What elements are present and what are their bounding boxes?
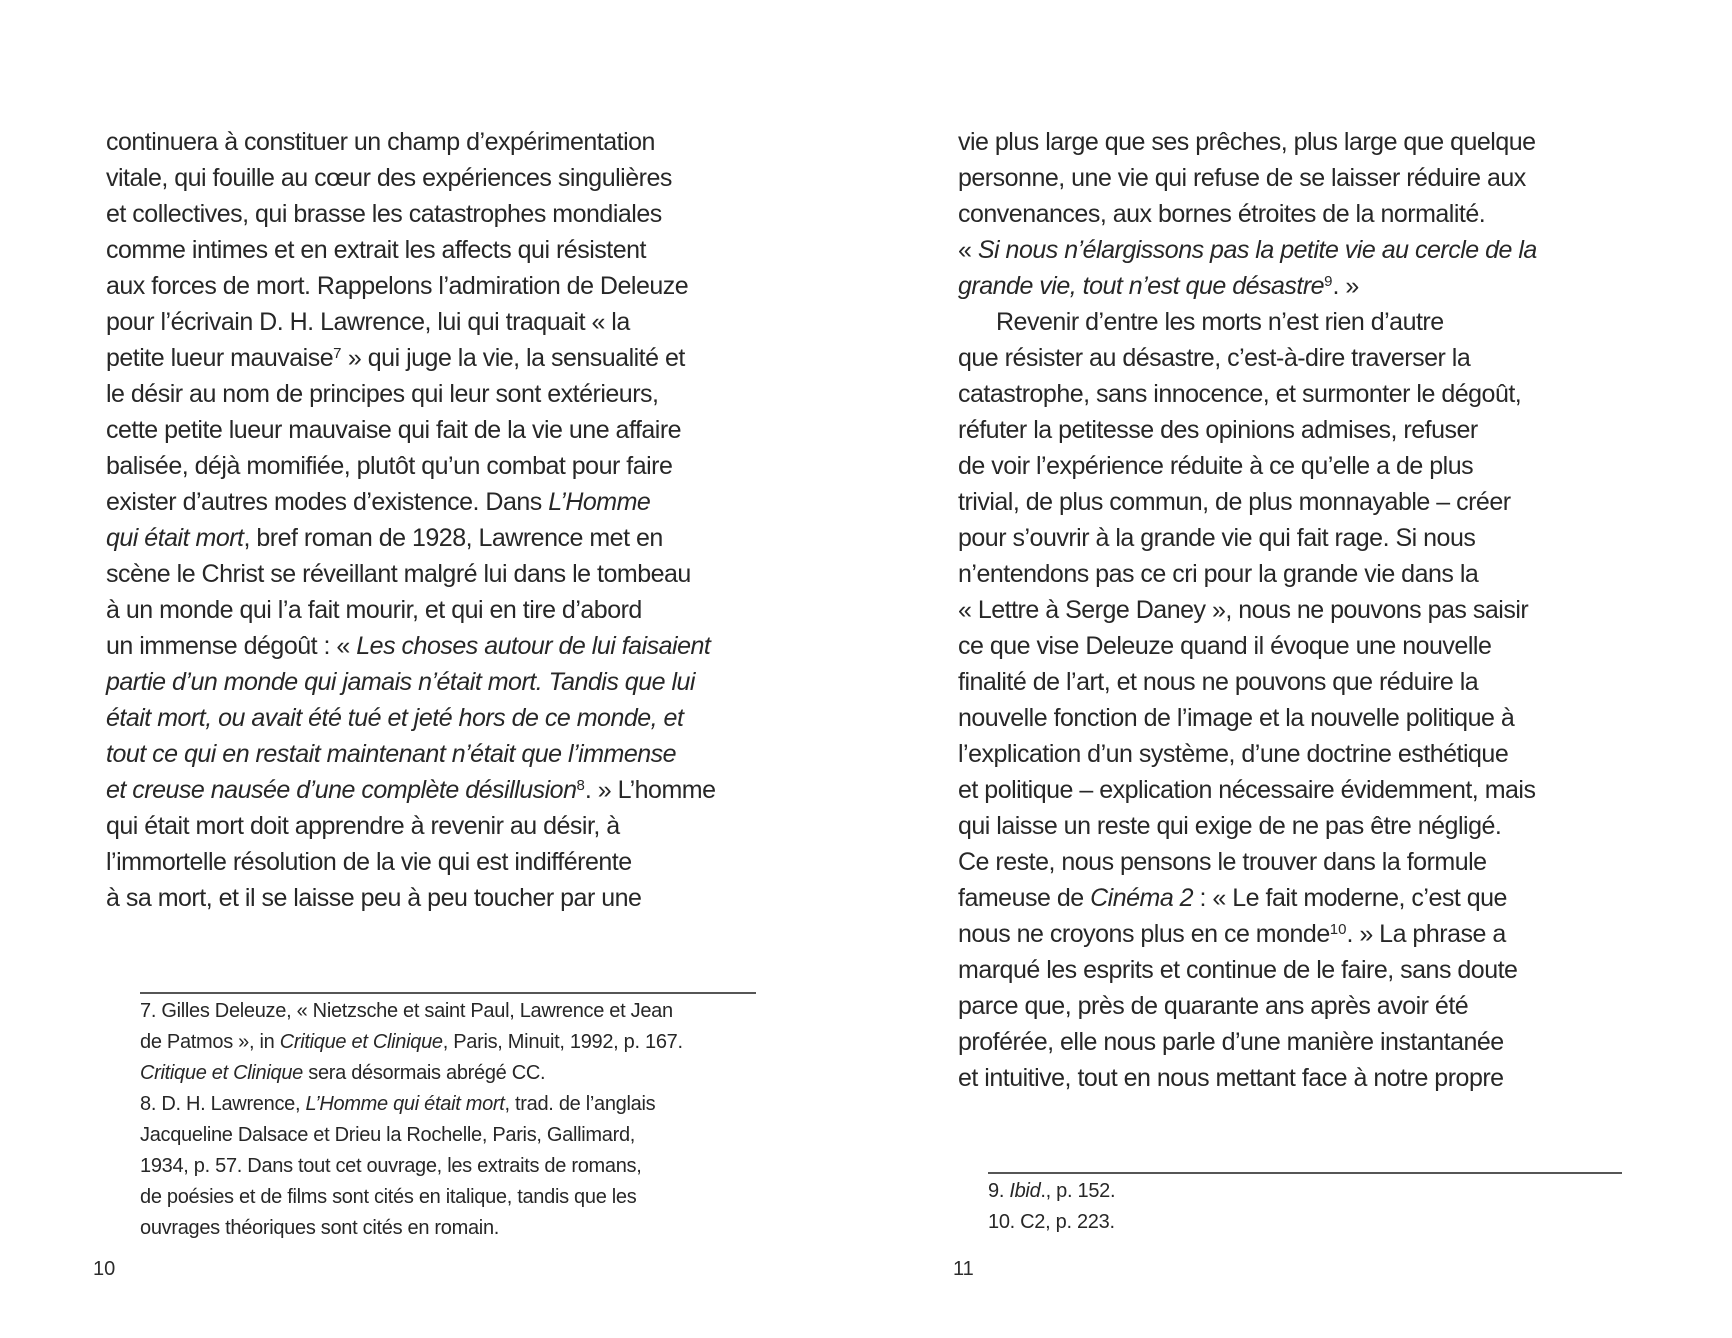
text-line bbox=[958, 1024, 1537, 1060]
text-line bbox=[988, 1176, 1115, 1207]
text-run: ., p. 152. bbox=[1040, 1180, 1116, 1202]
text-run: exister d’autres modes d’existence. Dans bbox=[106, 488, 549, 516]
text-run: « bbox=[958, 236, 978, 264]
text-line bbox=[958, 556, 1537, 592]
text-run: de Patmos », in bbox=[140, 1031, 280, 1053]
text-line bbox=[140, 1027, 683, 1058]
text-run: , bref roman de 1928, Lawrence met en bbox=[243, 524, 663, 552]
text-run: , trad. de l’anglais bbox=[504, 1093, 656, 1115]
text-run: . » La phrase a bbox=[1346, 920, 1506, 948]
footnote-reference: 9 bbox=[1324, 272, 1333, 290]
text-line bbox=[106, 448, 716, 484]
text-run: Ce reste, nous pensons le trouver dans la formule bbox=[958, 848, 1487, 876]
text-run: partie d’un monde qui jamais n’était mort. Tandis que lui bbox=[106, 668, 695, 696]
text-line bbox=[140, 1058, 683, 1089]
text-run: comme intimes et en extrait les affects qui résistent bbox=[106, 236, 646, 264]
text-run: Jacqueline Dalsace et Drieu la Rochelle, Paris, Gallimard, bbox=[140, 1124, 636, 1146]
text-line bbox=[106, 700, 716, 736]
text-line bbox=[106, 160, 716, 196]
text-line bbox=[106, 268, 716, 304]
text-run: » qui juge la vie, la sensualité et bbox=[341, 344, 685, 372]
left-page-number: 10 bbox=[93, 1258, 116, 1280]
text-run: aux forces de mort. Rappelons l’admiration de Deleuze bbox=[106, 272, 689, 300]
text-run: 7. Gilles Deleuze, « Nietzsche et saint Paul, Lawrence et Jean bbox=[140, 1000, 673, 1022]
text-run: un immense dégoût : « bbox=[106, 632, 357, 660]
text-line bbox=[958, 592, 1537, 628]
text-line bbox=[958, 700, 1537, 736]
right-footnote-rule bbox=[988, 1172, 1622, 1174]
text-run: Critique et Clinique bbox=[140, 1062, 303, 1084]
text-run: à un monde qui l’a fait mourir, et qui en tire d’abord bbox=[106, 596, 642, 624]
text-run: de voir l’expérience réduite à ce qu’elle a de plus bbox=[958, 452, 1474, 480]
text-run: l’explication d’un système, d’une doctrine esthétique bbox=[958, 740, 1509, 768]
text-run: marqué les esprits et continue de le faire, sans doute bbox=[958, 956, 1518, 984]
text-line bbox=[958, 628, 1537, 664]
text-run: vitale, qui fouille au cœur des expériences singulières bbox=[106, 164, 672, 192]
text-line bbox=[106, 484, 716, 520]
text-line bbox=[988, 1207, 1115, 1238]
text-line bbox=[958, 664, 1537, 700]
text-line bbox=[958, 520, 1537, 556]
text-line bbox=[106, 808, 716, 844]
text-line bbox=[958, 124, 1537, 160]
text-run: trivial, de plus commun, de plus monnayable – créer bbox=[958, 488, 1511, 516]
text-line bbox=[958, 268, 1537, 304]
text-line bbox=[958, 952, 1537, 988]
text-line bbox=[140, 1151, 683, 1182]
text-line bbox=[140, 1120, 683, 1151]
text-run: finalité de l’art, et nous ne pouvons que réduire la bbox=[958, 668, 1479, 696]
text-line bbox=[958, 988, 1537, 1024]
text-run: grande vie, tout n’est que désastre bbox=[958, 272, 1325, 300]
text-run: que résister au désastre, c’est-à-dire traverser la bbox=[958, 344, 1471, 372]
text-run: Critique et Clinique bbox=[279, 1031, 443, 1053]
text-line bbox=[958, 880, 1537, 916]
right-page-number: 11 bbox=[953, 1258, 974, 1280]
left-page-footnotes bbox=[140, 996, 683, 1244]
text-run: Cinéma 2 bbox=[1090, 884, 1194, 912]
text-line bbox=[140, 1089, 683, 1120]
text-line bbox=[106, 196, 716, 232]
text-run: qui était mort bbox=[106, 524, 244, 552]
text-line bbox=[958, 916, 1537, 952]
text-line bbox=[106, 628, 716, 664]
text-run: et collectives, qui brasse les catastrophes mondiales bbox=[106, 200, 662, 228]
text-run: vie plus large que ses prêches, plus large que quelque bbox=[958, 128, 1536, 156]
footnote-reference: 10 bbox=[1329, 920, 1347, 938]
text-run: petite lueur mauvaise bbox=[106, 344, 334, 372]
text-run: Ibid bbox=[1009, 1180, 1041, 1202]
text-run: proférée, elle nous parle d’une manière instantanée bbox=[958, 1028, 1504, 1056]
text-run: de poésies et de films sont cités en italique, tandis que les bbox=[140, 1186, 637, 1208]
text-run: : « Le fait moderne, c’est que bbox=[1193, 884, 1507, 912]
text-line bbox=[140, 996, 683, 1027]
text-run: Les choses autour de lui faisaient bbox=[356, 632, 711, 660]
text-line bbox=[106, 556, 716, 592]
text-run: « Lettre à Serge Daney », nous ne pouvons pas saisir bbox=[958, 596, 1529, 624]
text-run: catastrophe, sans innocence, et surmonter le dégoût, bbox=[958, 380, 1522, 408]
text-run: 10. C2, p. 223. bbox=[988, 1211, 1115, 1233]
text-line bbox=[958, 736, 1537, 772]
text-run: 1934, p. 57. Dans tout cet ouvrage, les extraits de romans, bbox=[140, 1155, 642, 1177]
text-run: convenances, aux bornes étroites de la normalité. bbox=[958, 200, 1486, 228]
text-run: scène le Christ se réveillant malgré lui dans le tombeau bbox=[106, 560, 691, 588]
text-run: . » bbox=[1332, 272, 1359, 300]
text-line bbox=[106, 520, 716, 556]
text-run: et politique – explication nécessaire évidemment, mais bbox=[958, 776, 1536, 804]
text-run: personne, une vie qui refuse de se laisser réduire aux bbox=[958, 164, 1526, 192]
text-line bbox=[958, 484, 1537, 520]
text-line bbox=[958, 844, 1537, 880]
text-line bbox=[106, 376, 716, 412]
text-line bbox=[106, 736, 716, 772]
text-line bbox=[958, 448, 1537, 484]
text-run: à sa mort, et il se laisse peu à peu toucher par une bbox=[106, 884, 642, 912]
text-run: l’immortelle résolution de la vie qui est indifférente bbox=[106, 848, 632, 876]
text-run: L’Homme qui était mort bbox=[305, 1093, 505, 1115]
text-line bbox=[106, 232, 716, 268]
right-page-body bbox=[958, 124, 1537, 1096]
text-run: . » L’homme bbox=[584, 776, 716, 804]
text-run: pour s’ouvrir à la grande vie qui fait rage. Si nous bbox=[958, 524, 1476, 552]
text-run: sera désormais abrégé CC. bbox=[302, 1062, 546, 1084]
text-run: , Paris, Minuit, 1992, p. 167. bbox=[442, 1031, 683, 1053]
text-run: balisée, déjà momifiée, plutôt qu’un combat pour faire bbox=[106, 452, 673, 480]
text-run: cette petite lueur mauvaise qui fait de la vie une affaire bbox=[106, 416, 682, 444]
text-run: pour l’écrivain D. H. Lawrence, lui qui traquait « la bbox=[106, 308, 630, 336]
text-line bbox=[958, 304, 1537, 340]
text-run: nouvelle fonction de l’image et la nouvelle politique à bbox=[958, 704, 1515, 732]
text-line bbox=[958, 160, 1537, 196]
text-line bbox=[958, 772, 1537, 808]
text-line bbox=[958, 196, 1537, 232]
text-run: qui laisse un reste qui exige de ne pas être négligé. bbox=[958, 812, 1502, 840]
text-run: était mort, ou avait été tué et jeté hors de ce monde, et bbox=[106, 704, 684, 732]
text-line bbox=[958, 376, 1537, 412]
footnote-reference: 8 bbox=[576, 776, 585, 794]
text-line bbox=[106, 592, 716, 628]
left-page-body bbox=[106, 124, 716, 916]
text-run: tout ce qui en restait maintenant n’était que l’immense bbox=[106, 740, 677, 768]
text-line bbox=[106, 412, 716, 448]
text-line bbox=[106, 124, 716, 160]
text-line bbox=[140, 1213, 683, 1244]
text-line bbox=[958, 808, 1537, 844]
text-run: et creuse nausée d’une complète désillusion bbox=[106, 776, 577, 804]
text-line bbox=[958, 412, 1537, 448]
text-line bbox=[106, 772, 716, 808]
text-run: Si nous n’élargissons pas la petite vie au cercle de la bbox=[977, 236, 1537, 264]
text-run: fameuse de bbox=[958, 884, 1091, 912]
text-run: réfuter la petitesse des opinions admises, refuser bbox=[958, 416, 1478, 444]
text-line bbox=[106, 304, 716, 340]
text-line bbox=[958, 1060, 1537, 1096]
text-run: 8. D. H. Lawrence, bbox=[140, 1093, 306, 1115]
text-run: qui était mort doit apprendre à revenir au désir, à bbox=[106, 812, 620, 840]
text-line bbox=[140, 1182, 683, 1213]
text-line bbox=[106, 880, 716, 916]
text-run: n’entendons pas ce cri pour la grande vie dans la bbox=[958, 560, 1479, 588]
footnote-reference: 7 bbox=[333, 344, 342, 362]
text-line bbox=[958, 340, 1537, 376]
text-run: et intuitive, tout en nous mettant face à notre propre bbox=[958, 1064, 1504, 1092]
text-line bbox=[106, 844, 716, 880]
text-run: Revenir d’entre les morts n’est rien d’autre bbox=[996, 308, 1444, 336]
text-run: parce que, près de quarante ans après avoir été bbox=[958, 992, 1469, 1020]
left-footnote-rule bbox=[140, 992, 756, 994]
right-page-footnotes bbox=[988, 1176, 1115, 1238]
text-line bbox=[106, 340, 716, 376]
text-run: 9. bbox=[988, 1180, 1010, 1202]
text-run: ce que vise Deleuze quand il évoque une nouvelle bbox=[958, 632, 1492, 660]
text-run: L’Homme bbox=[548, 488, 651, 516]
text-line bbox=[958, 232, 1537, 268]
text-line bbox=[106, 664, 716, 700]
text-run: le désir au nom de principes qui leur sont extérieurs, bbox=[106, 380, 659, 408]
text-run: nous ne croyons plus en ce monde bbox=[958, 920, 1330, 948]
text-run: continuera à constituer un champ d’expérimentation bbox=[106, 128, 655, 156]
text-run: ouvrages théoriques sont cités en romain. bbox=[140, 1217, 500, 1239]
